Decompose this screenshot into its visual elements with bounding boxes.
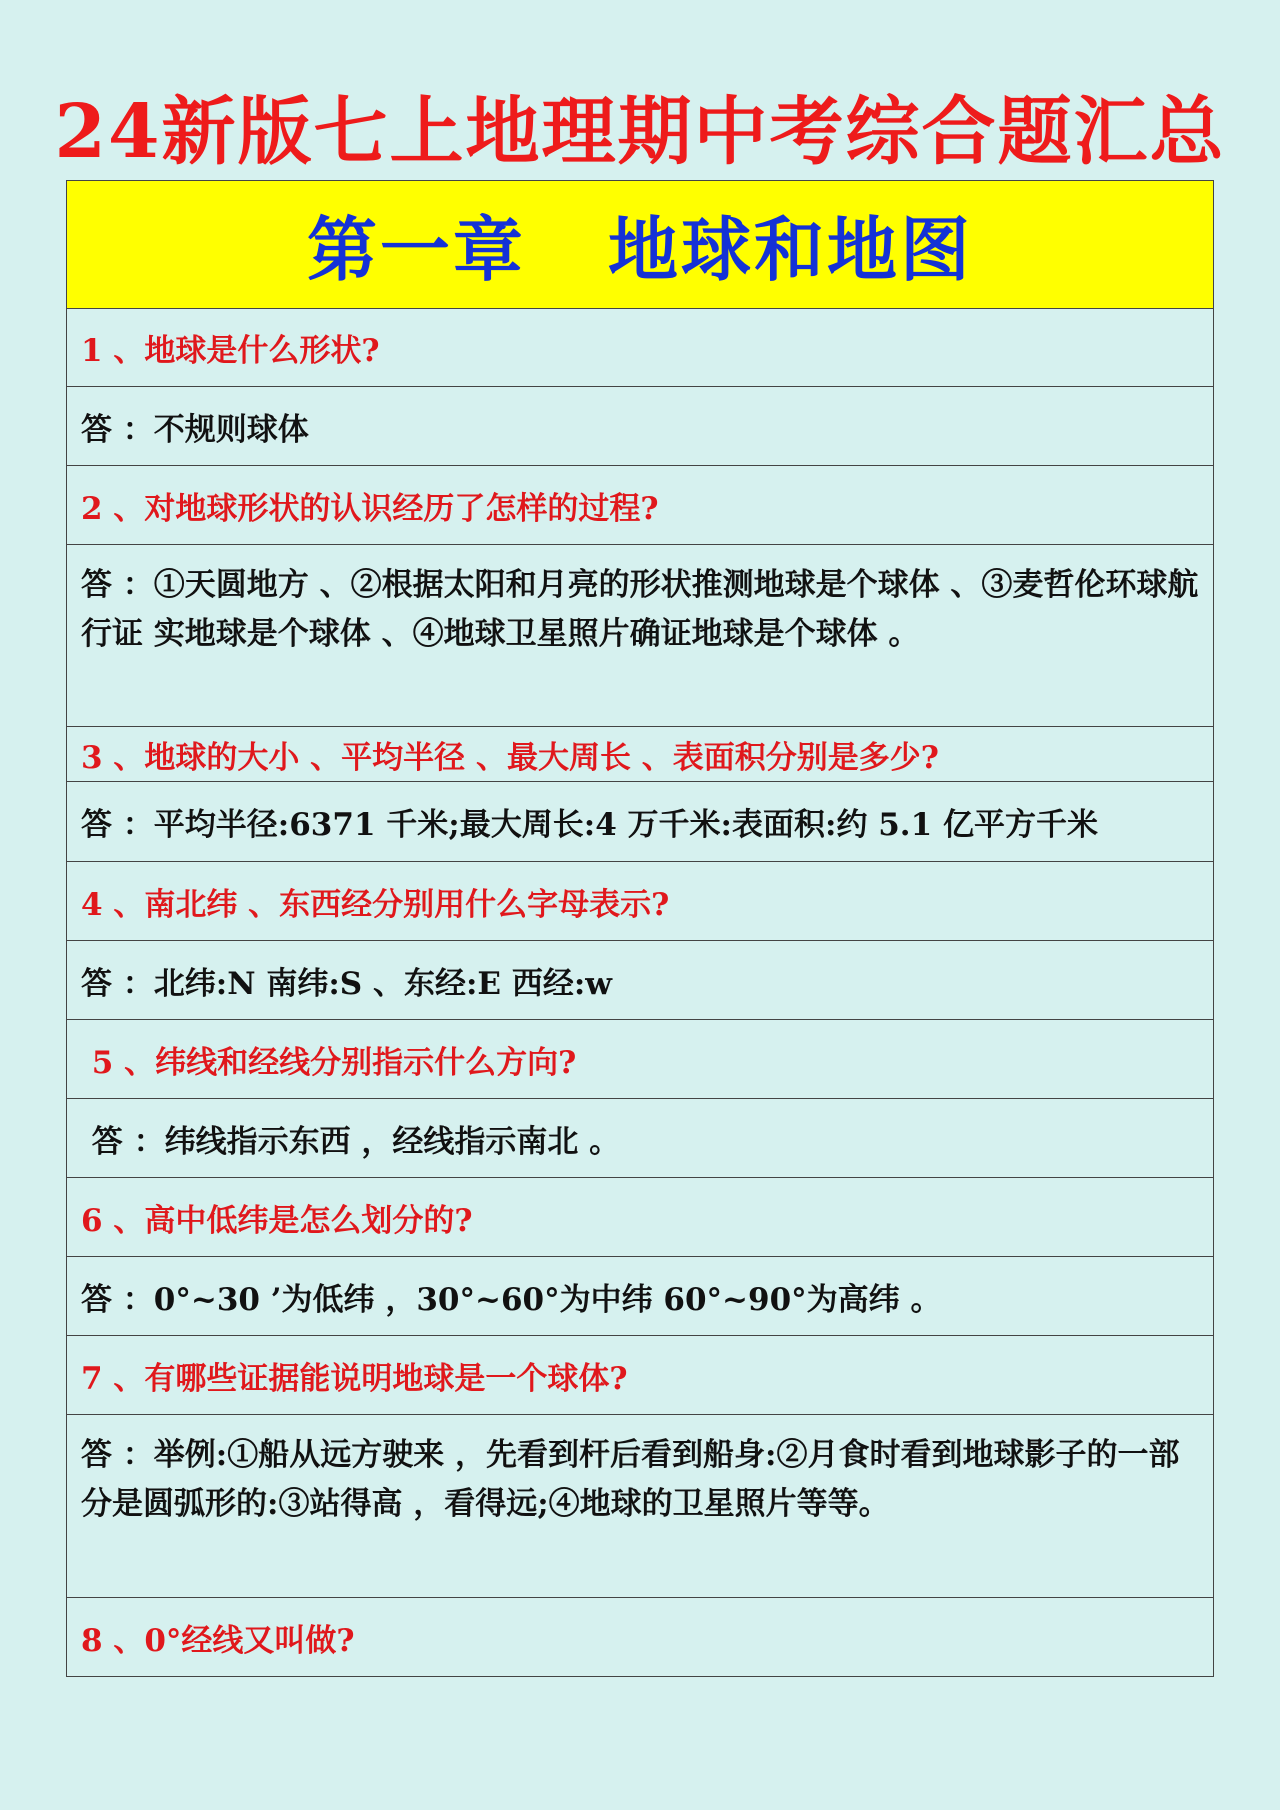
- answer-4: 答 ：北纬:N 南纬:S 、东经:E 西经:w: [67, 941, 1213, 1020]
- answer-1: 答 ：不规则球体: [67, 387, 1213, 466]
- question-8: 8 、0°经线又叫做?: [81, 1622, 355, 1659]
- question-1: 1 、地球是什么形状?: [67, 309, 1213, 387]
- question-4: 4 、南北纬 、东西经分别用什么字母表示?: [67, 862, 1213, 941]
- answer-5: 答 ：纬线指示东西 ，经线指示南北 。: [67, 1099, 1213, 1178]
- chapter-title: 第一章 地球和地图: [306, 208, 974, 291]
- question-2: 2 、对地球形状的认识经历了怎样的过程?: [67, 466, 1213, 545]
- answer-6: 答 ：0°~30 ’为低纬 ，30°~60°为中纬 60°~90°为高纬 。: [67, 1257, 1213, 1336]
- answer-7: 答 ：举例:①船从远方驶来 ，先看到杆后看到船身:②月食时看到地球影子的一部分是圆弧形的:③站得高 ，看得远;④地球的卫星照片等等。: [67, 1415, 1213, 1598]
- question-7: 7 、有哪些证据能说明地球是一个球体?: [67, 1336, 1213, 1415]
- page-title: 24新版七上地理期中考综合题汇总: [54, 89, 1226, 175]
- qa-table: [66, 180, 1214, 1677]
- question-5: 5 、纬线和经线分别指示什么方向?: [67, 1020, 1213, 1099]
- answer-3: 答 ：平均半径:6371 千米;最大周长:4 万千米:表面积:约 5.1 亿平方千米: [67, 782, 1213, 862]
- chapter-banner: [67, 181, 1213, 309]
- question-3: 3 、地球的大小 、平均半径 、最大周长 、表面积分别是多少?: [67, 727, 1213, 782]
- answer-2: 答 ：①天圆地方 、②根据太阳和月亮的形状推测地球是个球体 、③麦哲伦环球航行证 实地球是个球体 、④地球卫星照片确证地球是个球体 。: [67, 545, 1213, 727]
- question-6: 6 、高中低纬是怎么划分的?: [67, 1178, 1213, 1257]
